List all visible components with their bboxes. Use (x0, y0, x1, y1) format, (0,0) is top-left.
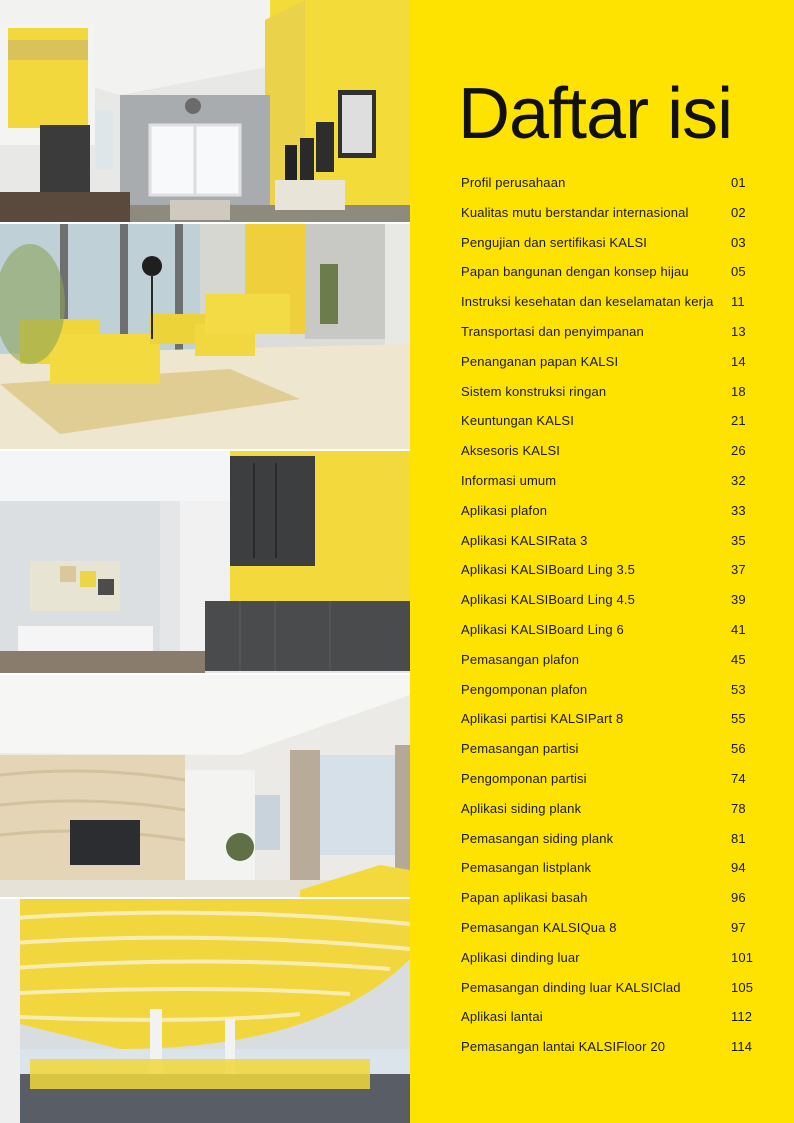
toc-entry-label: Aplikasi KALSIRata 3 (461, 532, 588, 548)
photo-cafeteria-curved-ceiling (0, 899, 410, 1123)
toc-entry[interactable] (461, 287, 761, 317)
toc-entry[interactable] (461, 526, 761, 556)
toc-entry-page-number: 02 (731, 204, 746, 220)
toc-entry-page-number: 35 (731, 532, 746, 548)
toc-entry[interactable] (461, 973, 761, 1003)
toc-entry-label: Aplikasi siding plank (461, 800, 582, 816)
toc-entry[interactable] (461, 764, 761, 794)
toc-entry[interactable] (461, 317, 761, 347)
toc-entry-page-number: 32 (731, 472, 746, 488)
toc-entry-page-number: 21 (731, 413, 746, 429)
toc-entry-page-number: 37 (731, 562, 746, 578)
toc-entry-label: Instruksi kesehatan dan keselamatan kerja (461, 294, 714, 310)
toc-entry-page-number: 96 (731, 890, 746, 906)
toc-title: Daftar isi (458, 74, 733, 154)
toc-entry-page-number: 56 (731, 741, 746, 757)
toc-entry-page-number: 39 (731, 592, 746, 608)
toc-entry-page-number: 18 (731, 383, 746, 399)
toc-entry-page-number: 33 (731, 502, 746, 518)
toc-entry[interactable] (461, 1002, 761, 1032)
toc-entry[interactable] (461, 1032, 761, 1062)
toc-entry-label: Penanganan papan KALSI (461, 353, 619, 369)
toc-entry[interactable] (461, 555, 761, 585)
toc-entry-label: Pemasangan siding plank (461, 830, 614, 846)
toc-entry-label: Sistem konstruksi ringan (461, 383, 607, 399)
toc-entry-page-number: 112 (731, 1009, 753, 1025)
toc-entry-page-number: 05 (731, 264, 746, 280)
toc-entry-page-number: 14 (731, 353, 746, 369)
toc-entry[interactable] (461, 585, 761, 615)
toc-entry-label: Aplikasi partisi KALSIPart 8 (461, 711, 624, 727)
toc-entry[interactable] (461, 466, 761, 496)
toc-entry-label: Papan aplikasi basah (461, 890, 588, 906)
toc-entry-label: Pemasangan dinding luar KALSIClad (461, 979, 681, 995)
toc-entry-page-number: 26 (731, 443, 746, 459)
toc-entry-page-number: 45 (731, 651, 746, 667)
toc-entry-label: Papan bangunan dengan konsep hijau (461, 264, 689, 280)
toc-entry-page-number: 41 (731, 621, 746, 637)
toc-entry-label: Pengujian dan sertifikasi KALSI (461, 234, 648, 250)
toc-entry-label: Aplikasi plafon (461, 502, 548, 518)
toc-entry-page-number: 78 (731, 800, 746, 816)
toc-entry-page-number: 03 (731, 234, 746, 250)
toc-entry-label: Aplikasi KALSIBoard Ling 3.5 (461, 562, 636, 578)
toc-entry[interactable] (461, 228, 761, 258)
toc-entry[interactable] (461, 824, 761, 854)
toc-entry-page-number: 13 (731, 323, 746, 339)
toc-entry-label: Pemasangan partisi (461, 741, 579, 757)
toc-entry-label: Pemasangan listplank (461, 860, 592, 876)
toc-entry-page-number: 11 (731, 294, 745, 310)
toc-entry[interactable] (461, 377, 761, 407)
table-of-contents-panel (410, 0, 794, 1123)
toc-entry[interactable] (461, 496, 761, 526)
toc-entry-page-number: 97 (731, 919, 746, 935)
toc-entry[interactable] (461, 436, 761, 466)
toc-entry[interactable] (461, 943, 761, 973)
toc-entry[interactable] (461, 198, 761, 228)
toc-entry-page-number: 94 (731, 860, 746, 876)
toc-entry[interactable] (461, 794, 761, 824)
toc-entry-label: Aplikasi KALSIBoard Ling 6 (461, 621, 624, 637)
photo-room-with-tv (0, 675, 410, 897)
toc-entry-label: Aplikasi lantai (461, 1009, 543, 1025)
toc-entry[interactable] (461, 853, 761, 883)
toc-entry-label: Pemasangan KALSIQua 8 (461, 919, 617, 935)
toc-entry-page-number: 01 (731, 175, 746, 190)
toc-entry-page-number: 81 (731, 830, 746, 846)
toc-entry-label: Aplikasi dinding luar (461, 949, 580, 965)
toc-entry-page-number: 114 (731, 1039, 753, 1055)
toc-entry-label: Transportasi dan penyimpanan (461, 323, 644, 339)
photo-living-room-yellow-wall (0, 0, 410, 222)
toc-entry-label: Pemasangan lantai KALSIFloor 20 (461, 1039, 666, 1055)
toc-entry-label: Pemasangan plafon (461, 651, 580, 667)
toc-list (461, 168, 761, 1062)
toc-entry[interactable] (461, 257, 761, 287)
toc-entry[interactable] (461, 168, 761, 198)
toc-entry-label: Pengomponan plafon (461, 681, 588, 697)
toc-entry[interactable] (461, 675, 761, 705)
toc-entry[interactable] (461, 406, 761, 436)
photo-kitchen-living-area (0, 451, 410, 673)
toc-entry[interactable] (461, 913, 761, 943)
toc-entry[interactable] (461, 883, 761, 913)
toc-entry-label: Profil perusahaan (461, 175, 566, 190)
photo-lobby-yellow-sofas (0, 224, 410, 449)
toc-entry-label: Informasi umum (461, 472, 557, 488)
toc-entry-label: Keuntungan KALSI (461, 413, 574, 429)
toc-entry[interactable] (461, 734, 761, 764)
toc-entry-page-number: 55 (731, 711, 746, 727)
toc-entry-label: Aksesoris KALSI (461, 443, 561, 459)
toc-entry-page-number: 101 (731, 949, 754, 965)
toc-entry[interactable] (461, 704, 761, 734)
toc-entry-page-number: 74 (731, 770, 746, 786)
toc-entry-page-number: 53 (731, 681, 746, 697)
toc-entry[interactable] (461, 615, 761, 645)
toc-entry-page-number: 105 (731, 979, 754, 995)
toc-entry-label: Pengomponan partisi (461, 770, 587, 786)
toc-entry-label: Kualitas mutu berstandar internasional (461, 204, 689, 220)
toc-entry[interactable] (461, 645, 761, 675)
toc-entry-label: Aplikasi KALSIBoard Ling 4.5 (461, 592, 636, 608)
toc-entry[interactable] (461, 347, 761, 377)
